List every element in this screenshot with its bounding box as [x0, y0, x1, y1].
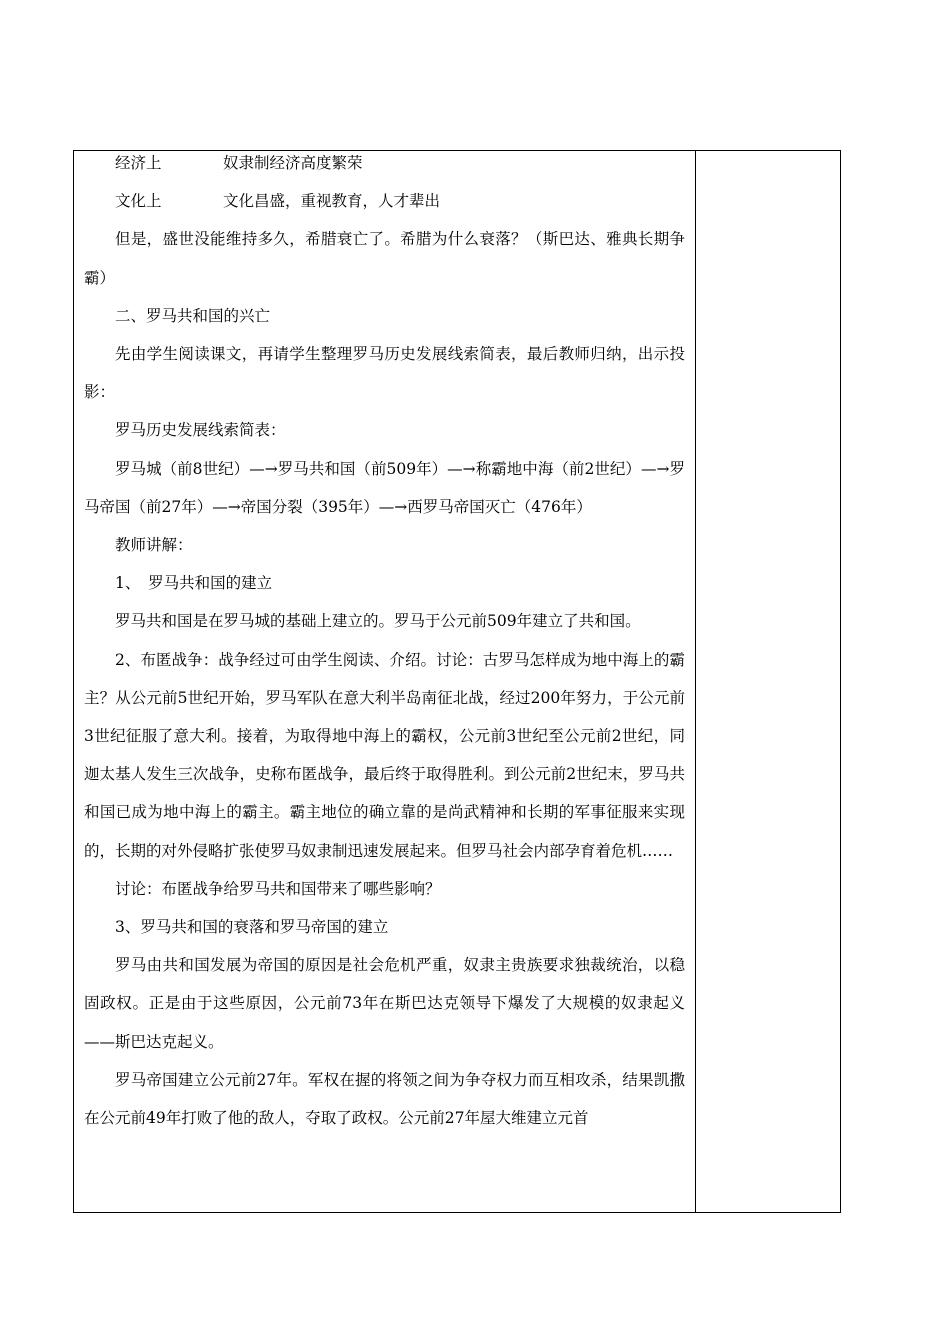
lesson-table [73, 150, 841, 1213]
economy-value: 奴隶制经济高度繁荣 [223, 154, 363, 172]
timeline-text: 罗马城（前8世纪）—→罗马共和国（前509年）—→称霸地中海（前2世纪）—→罗马帝国（前27年）—→帝国分裂（395年）—→西罗马帝国灭亡（476年） [84, 459, 685, 516]
culture-row [84, 182, 685, 220]
culture-value: 文化昌盛，重视教育，人才辈出 [223, 192, 441, 211]
economy-label: 经济上 [115, 154, 162, 172]
section-heading-rome: 二、罗马共和国的兴亡 [115, 306, 271, 325]
paragraph-founding: 罗马共和国是在罗马城的基础上建立的。罗马于公元前509年建立了共和国。 [115, 612, 641, 631]
subheading-founding: 1、 罗马共和国的建立 [115, 574, 273, 593]
subheading-decline: 3、罗马共和国的衰落和罗马帝国的建立 [115, 918, 389, 937]
notes-cell [696, 151, 840, 1212]
culture-label: 文化上 [115, 192, 162, 211]
timeline-heading: 罗马历史发展线索简表： [115, 421, 286, 440]
paragraph-discussion: 讨论：布匿战争给罗马共和国带来了哪些影响？ [115, 879, 441, 898]
paragraph-punic-wars: 2、布匿战争：战争经过可由学生阅读、介绍。讨论：古罗马怎样成为地中海上的霸主？从公元前5世纪开始，罗马军队在意大利半岛南征北战，经过200年努力，于公元前3世纪征服了意大利。接着，为取得地中海上的霸权，公元前3世纪至公元前2世纪，同迦太基人发生三次战争，史称布匿战争，最后终于取得胜利。到公元前2世纪末，罗马共和国已成为地中海上的霸主。霸主地位的确立靠的是尚武精神和长期的军事征服来实现的，长期的对外侵略扩张使罗马奴隶制迅速发展起来。但罗马社会内部孕育着危机…… [84, 650, 685, 860]
economy-row [84, 151, 685, 182]
paragraph-method: 先由学生阅读课文，再请学生整理罗马历史发展线索简表，最后教师归纳，出示投影： [84, 345, 685, 402]
paragraph-decline-causes: 罗马由共和国发展为帝国的原因是社会危机严重，奴隶主贵族要求独裁统治，以稳固政权。正是由于这些原因，公元前73年在斯巴达克领导下爆发了大规模的奴隶起义——斯巴达克起义。 [84, 956, 685, 1051]
paragraph-greece-decline: 但是，盛世没能维持多久，希腊衰亡了。希腊为什么衰落？（斯巴达、雅典长期争霸） [84, 230, 685, 287]
paragraph-empire-founding: 罗马帝国建立公元前27年。军权在握的将领之间为争夺权力而互相攻杀，结果凯撒在公元前49年打败了他的敌人，夺取了政权。公元前27年屋大维建立元首 [84, 1070, 685, 1128]
teacher-explain-heading: 教师讲解： [115, 536, 193, 555]
content-cell [74, 151, 696, 1212]
